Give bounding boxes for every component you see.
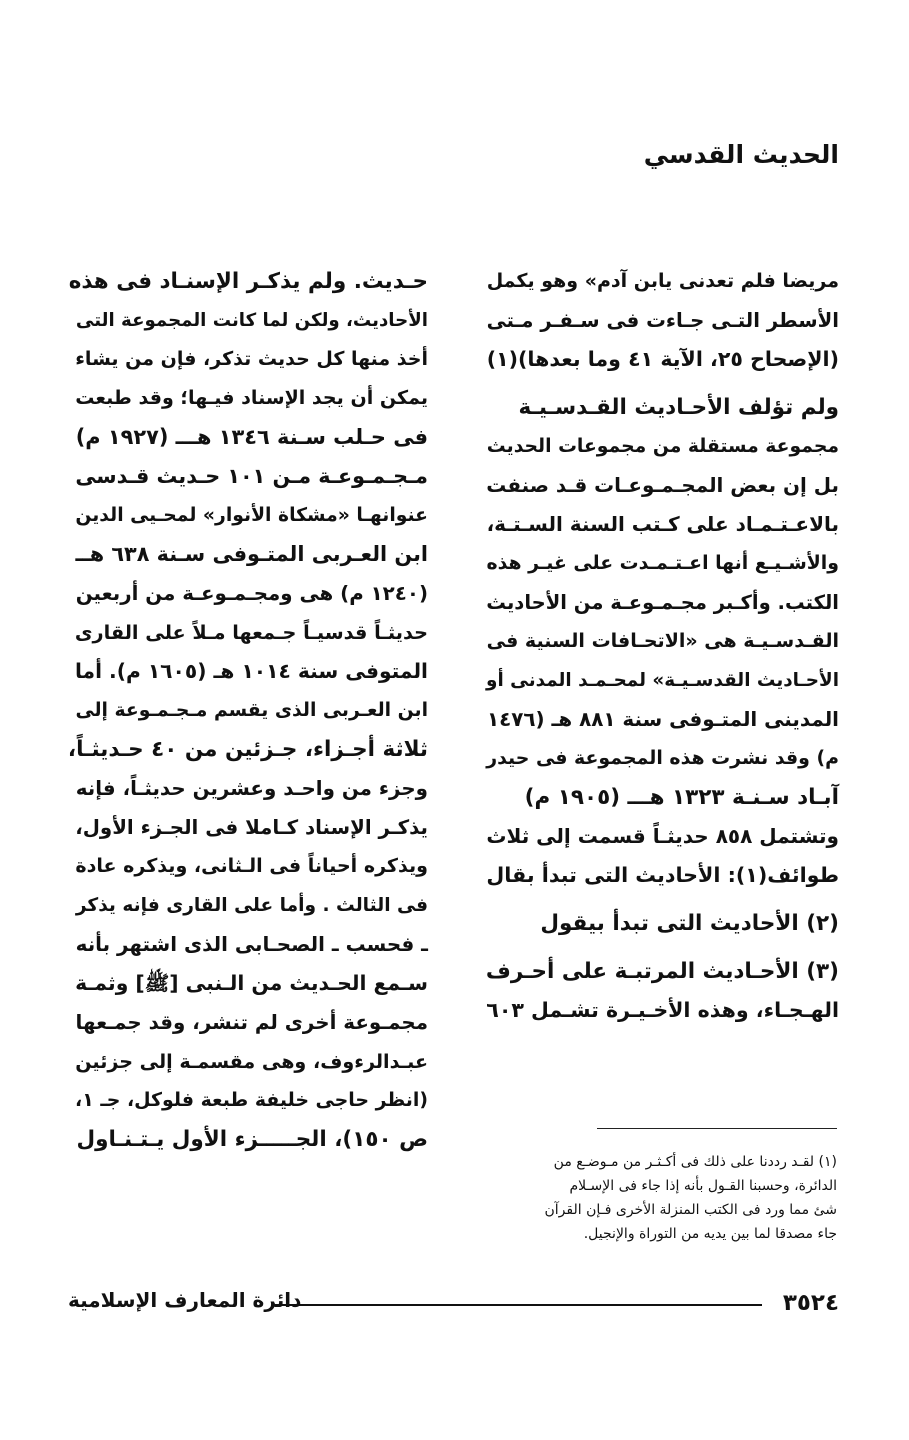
text-line: مـجـمـوعـة مـن ١٠١ حـديث قـدسى [75,464,428,488]
text-line: وتشتمل ٨٥٨ حديثـاً قسمت إلى ثلاث [486,824,839,848]
text-line: مجموعة مستقلة من مجموعات الحديث [486,436,839,457]
text-line: آبـاد سـنـة ١٣٢٣ هـــ (١٩٠٥ م) [524,785,839,810]
text-line: الكتب. وأكـبر مجـمـوعـة من الأحاديث [486,591,839,614]
text-line: يمكن أن يجد الإسناد فيـها؛ وقد طبعت [75,387,428,409]
text-line: ص ١٥٠)، الجـــــزء الأول يـتـنـاول [76,1127,428,1152]
text-line: ثلاثة أجـزاء، جـزئين من ٤٠ حـديثـاً، [67,737,428,762]
text-line: الأحاديث، ولكن لما كانت المجموعة التى [75,310,428,331]
footnote-separator [597,1128,837,1129]
footnote-line: الدائرة، وحسبنا القـول بأنه إذا جاء فى الإسـلام [569,1178,837,1194]
footnote-line: (١) لقـد رددنا على ذلك فى أكـثـر من مـوضـع من [553,1154,837,1170]
text-line: عنوانهـا «مشكاة الأنوار» لمحـيى الدين [75,505,428,526]
text-line: مجمـوعة أخرى لم تنشر، وقد جمـعها [75,1011,428,1034]
text-line: ـ فحسب ـ الصحـابى الذى اشتهر بأنه [75,933,428,956]
paragraph [479,952,839,1030]
paragraph [68,262,428,1159]
text-line: ولم تؤلف الأحـاديث القـدسـيـة [518,395,839,420]
footnote-line: شئ مما ورد فى الكتب المنزلة الأخرى فـإن القرآن [544,1202,837,1218]
text-line: (٣) الأحـاديث المرتبـة على أحـرف [485,959,839,984]
text-line: المدينى المتـوفى سنة ٨٨١ هـ (١٤٧٦ [486,708,839,731]
page-number: ٣٥٢٤ [782,1290,839,1316]
text-line: وجزء من واحـد وعشرين حديثـاً، فإنه [75,777,428,800]
text-line: (انظر حاجى خليفة طبعة فلوكل، جـ ١، [75,1089,428,1111]
text-line: فى الثالث . وأما على القارى فإنه يذكر [75,895,428,916]
journal-name: دائرة المعارف الإسلامية [68,1288,302,1312]
text-line: م) وقد نشرت هذه المجموعة فى حيدر [486,747,839,769]
text-line: حـديث. ولم يذكـر الإسنـاد فى هذه [68,269,428,294]
text-line: مريضا فلم تعدنى يابن آدم» وهو يكمل [486,270,839,292]
text-line: طوائف(١): الأحاديث التى تبدأ بقال [486,863,839,887]
text-line: بالاعـتـمـاد على كـتب السنة السـتـة، [486,512,839,536]
text-line: (الإصحاح ٢٥، الآية ٤١ وما بعدها)(١) [486,347,839,371]
footnotes [475,1150,837,1246]
text-line: عبـدالرءوف، وهى مقسمـة إلى جزئين [75,1050,428,1073]
running-head: الحديث القدسي [643,140,839,169]
text-line: أخذ منها كل حديث تذكر، فإن من يشاء [75,348,428,370]
text-line: الأسطر التـى جـاءت فى سـفـر مـتى [486,309,839,332]
text-line: (٢) الأحاديث التى تبدأ بيقول [540,911,839,936]
left-column [68,262,428,1159]
text-line: يذكـر الإسناد كـاملا فى الجـزء الأول، [75,816,428,839]
text-line: بل إن بعض المجـمـوعـات قـد صنفت [486,474,839,497]
text-line: حديثـاً قدسيـاً جـمعها مـلاً على القارى [74,621,428,644]
footnote-line: جاء مصدقا لما بين يديه من التوراة والإنجيل. [583,1226,837,1242]
paragraph [479,904,839,943]
text-line: ابن العـربى الذى يقسم مـجـمـوعة إلى [75,700,428,721]
text-line: (١٢٤٠ م) هى ومجـمـوعـة من أربعين [75,582,428,605]
text-line: فى حـلب سـنة ١٣٤٦ هـــ (١٩٢٧ م) [75,425,428,449]
text-line: القـدسـيـة هى «الاتحـافات السنية فى [486,630,839,652]
footer-rule [272,1304,762,1306]
text-line: والأشـيـع أنها اعـتـمـدت على غيـر هذه [486,552,839,574]
right-column [479,262,839,1030]
text-line: ابن العـربى المتـوفى سـنة ٦٣٨ هــ [75,542,428,566]
text-line: ويذكره أحياناً فى الـثانى، ويذكره عادة [75,855,428,877]
paragraph [479,388,839,895]
text-line: المتوفى سنة ١٠١٤ هـ (١٦٠٥ م). أما [74,659,428,683]
text-line: سـمع الحـديث من الـنبى [ﷺ] وثمـة [75,971,428,995]
paragraph [479,262,839,379]
text-line: الهـجـاء، وهذه الأخـيـرة تشـمل ٦٠٣ [486,998,839,1022]
footnote [475,1150,837,1246]
text-line: الأحـاديث القدسـيـة» لمحـمـد المدنى أو [486,670,839,691]
